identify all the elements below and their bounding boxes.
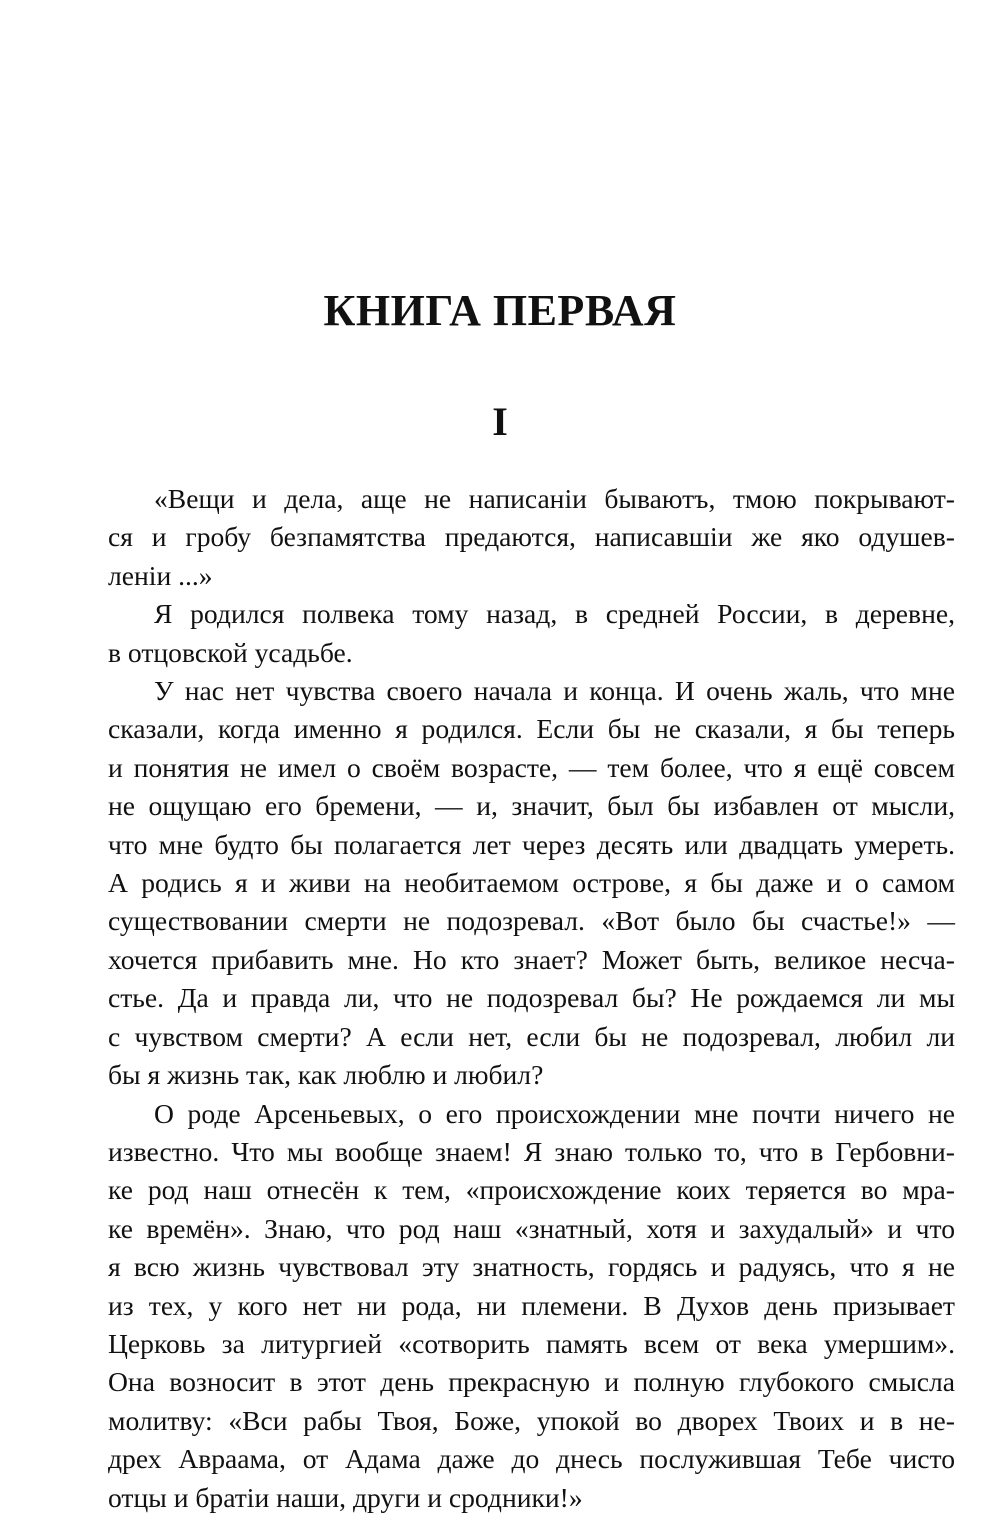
text-line: бы я жизнь так, как люблю и любил? — [108, 1059, 544, 1091]
text-line: известно. Что мы вообще знаем! Я знаю только то, что в Гербовни- — [108, 1135, 955, 1167]
paragraph — [108, 672, 955, 1094]
text-line: молитву: «Вси рабы Твоя, Боже, упокой во дворех Твоих и в не- — [108, 1404, 955, 1436]
text-line: существовании смерти не подозревал. «Вот было бы счастье!» — — [108, 905, 955, 937]
text-line: с чувством смерти? А если нет, если бы не подозревал, любил ли — [108, 1020, 955, 1052]
text-line: стье. Да и правда ли, что не подозревал бы? Не рождаемся ли мы — [108, 982, 955, 1014]
text-line: сказали, когда именно я родился. Если бы не сказали, я бы теперь — [108, 713, 955, 745]
text-line: хочется прибавить мне. Но кто знает? Может быть, великое несча- — [108, 943, 955, 975]
text-line: Она возносит в этот день прекрасную и полную глубокого смысла — [108, 1366, 955, 1398]
paragraph — [108, 1095, 955, 1517]
text-line: я всю жизнь чувствовал эту знатность, гордясь и радуясь, что я не — [108, 1251, 955, 1283]
text-line: в отцовской усадьбе. — [108, 636, 353, 668]
text-line: У нас нет чувства своего начала и конца. И очень жаль, что мне — [154, 675, 955, 707]
text-line: что мне будто бы полагается лет через десять или двадцать умереть. — [108, 828, 955, 860]
chapter-number: I — [492, 399, 508, 444]
body-text — [108, 480, 955, 1517]
paragraph — [108, 595, 955, 672]
text-line: О роде Арсеньевых, о его происхождении мне почти ничего не — [154, 1097, 955, 1129]
text-line: ке род наш отнесён к тем, «происхождение коих теряется во мра- — [108, 1174, 955, 1206]
paragraph-epigraph — [108, 480, 955, 595]
text-line: Я родился полвека тому назад, в средней России, в деревне, — [154, 598, 955, 630]
book-title: КНИГА ПЕРВАЯ — [323, 286, 677, 335]
text-line: и понятия не имел о своём возрасте, — тем более, что я ещё совсем — [108, 751, 955, 783]
text-line: А родись я и живи на необитаемом острове, я бы даже и о самом — [108, 867, 955, 899]
text-line: не ощущаю его бремени, — и, значит, был бы избавлен от мысли, — [108, 790, 955, 822]
text-line: ся и гробу безпамятства предаются, написавшiи же яко одушев- — [108, 521, 955, 553]
text-line: из тех, у кого нет ни рода, ни племени. В Духов день призывает — [108, 1289, 955, 1321]
text-line: «Вещи и дела, аще не написанiи бываютъ, тмою покрывают- — [154, 483, 955, 514]
text-line: ке времён». Знаю, что род наш «знатный, хотя и захудалый» и что — [108, 1212, 955, 1244]
text-line: отцы и братiи наши, други и сродники!» — [108, 1481, 583, 1513]
text-line: дрех Авраама, от Адама даже до днесь послужившая Тебе чисто — [108, 1443, 955, 1475]
text-line: Церковь за литургией «сотворить память всем от века умершим». — [108, 1327, 955, 1359]
text-line: ленiи ...» — [108, 559, 213, 591]
